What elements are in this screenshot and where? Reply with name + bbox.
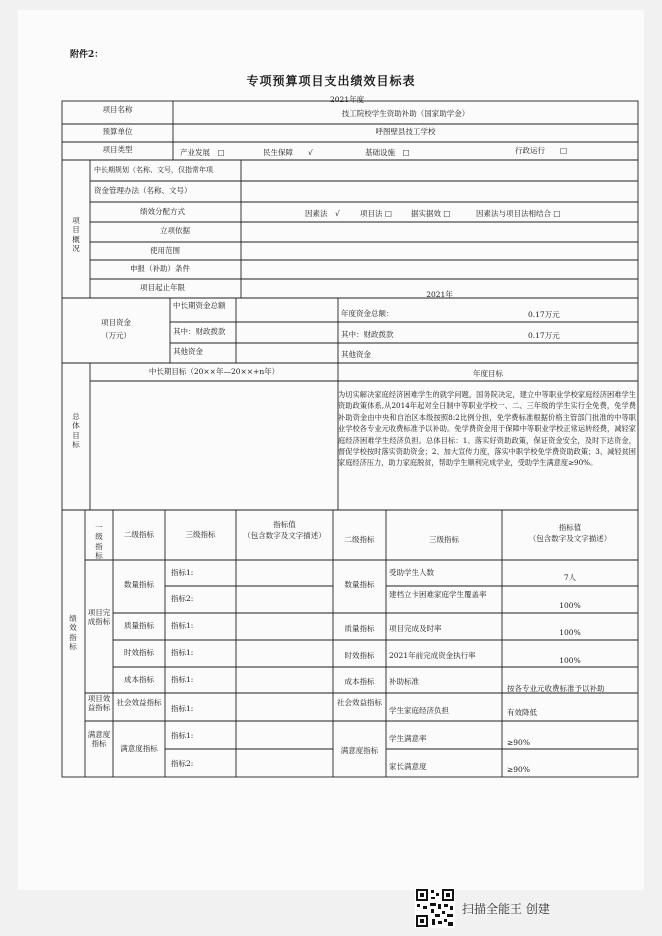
left-level3-indicator: 指标1: [171,568,194,577]
checkbox-mark: □ [560,146,568,155]
right-level3-name: 补助标准 [389,677,419,686]
left-level3-indicator: 指标1: [171,621,194,630]
annual-goal-text: 为切实解决家庭经济困难学生的就学问题，国务院决定，建立中等职业学校家庭经济困难学生资助政策体系,从2014年起对全日制中等职业学校一、二、三年级的学生实行全免费，免学费补助资金由中央和自治区本级按照8:2比例分担，免学费标准根据价格主管部门批准的中等职业学校各专业元收费标准予以补助。免学费资金用于保障中等职业学校正常运转经费，减轻家庭经济困难学生经济负担。总体目标：1、落实好资助政策，保证资金安全，及时下达资金，督促学校按时落实资助资金；2、加大宣传力度，落实中职学校免学费资助政策；3、减轻贫困家庭经济压力，助力家庭脱贫，帮助学生顺利完成学业，受助学生满意度≥90%。 [338,390,636,468]
right-level2-satisfaction: 满意度指标 [340,746,379,755]
overview-row-scope: 使用范围 [150,246,180,255]
left-level3-indicator: 指标1: [171,731,194,740]
left-level2-satisfaction: 满意度指标 [120,744,158,753]
allocation-combined: 因素法与项目法相结合 □ [476,209,561,218]
overview-row-basis: 立项依据 [160,226,190,235]
overview-row-plan: 中长期规划（名称、文号，仅指常年项 [94,166,213,174]
page-title: 专项预算项目支出绩效目标表 [246,74,416,88]
left-level3-indicator: 指标2: [171,594,194,603]
year-fiscal: 0.17万元 [528,331,560,340]
allocation-project: 项目法 □ [360,209,392,218]
right-level2-quantity: 数量指标 [344,580,375,589]
right-level2-cost: 成本指标 [344,677,375,686]
budget-unit-label: 预算单位 [102,127,133,136]
project-name: 技工院校学生资助补助（国家助学金） [341,109,470,118]
overview-row-conditions: 申报（补助）条件 [130,264,190,273]
checkbox-mark: □ [217,148,225,157]
budget-unit: 呼图壁县技工学校 [375,127,436,136]
right-level3-name: 建档立卡困难家庭学生覆盖率 [389,590,487,599]
overview-section-label: 项目概况 [72,216,80,254]
left-level3-indicator: 指标1: [171,704,194,713]
header-level3: 三级指标 [185,530,216,539]
checkbox-mark: √ [308,148,313,157]
project-name-label: 项目名称 [102,105,133,114]
group-completion: 项目完成指标 [87,608,111,627]
checkbox-mark: √ [335,209,340,218]
year-fiscal-label: 其中：财政拨款 [341,330,394,339]
overview-row-fund-rules: 资金管理办法（名称、文号） [94,186,192,195]
annual-goal-label: 年度目标 [473,369,503,378]
right-value: 100% [559,601,581,610]
right-value: 100% [559,656,581,665]
long-fiscal-label: 其中：财政拨款 [173,327,226,336]
year-total: 0.17万元 [528,310,560,319]
right-value: 100% [559,628,581,637]
right-level2-quality: 质量指标 [344,624,375,633]
right-value: 7人 [563,573,577,582]
project-period: 2021年 [426,290,453,299]
group-satisfaction: 满意度指标 [87,730,111,749]
right-level3-name: 2021年前完成资金执行率 [389,651,476,660]
long-term-goal-label: 中长期目标（20××年—20××+n年） [148,367,280,376]
left-level3-indicator: 指标1: [171,648,194,657]
funds-unit: （万元） [101,331,131,340]
scanner-watermark: 扫描全能王 创建 [462,902,550,916]
right-level2-timeliness: 时效指标 [344,651,375,660]
budget-year: 2021年度 [330,95,365,104]
header-level2: 二级指标 [124,530,154,539]
left-level2-quality: 质量指标 [124,621,154,630]
checkbox-mark: □ [402,148,410,157]
right-level3-name: 受助学生人数 [389,568,434,577]
right-value: ≥90% [507,765,530,774]
left-level3-indicator: 指标1: [171,675,194,684]
right-level3-name: 家长满意度 [389,762,427,771]
header-level1: 一级指标 [95,523,103,561]
year-other-label: 其他资金 [341,350,371,359]
left-level2-social-benefit: 社会效益指标 [116,698,162,707]
type-option-infrastructure: 基础设施 □ [365,148,410,157]
checkbox-mark: □ [553,209,561,218]
left-level2-timeliness: 时效指标 [124,648,154,657]
qr-code-icon [415,888,455,928]
right-value: ≥90% [507,738,530,747]
right-level3-name: 项目完成及时率 [389,624,442,633]
header-value-note-right: （包含数字及文字描述） [528,534,612,543]
allocation-factor: 因素法 √ [305,209,340,218]
overview-row-period: 项目起止年限 [140,283,185,292]
type-option-administration: 行政运行 □ [515,146,568,155]
goals-section-label: 总体目标 [72,412,80,450]
annex-label: 附件2： [70,50,104,60]
header-value-note: （包含数字及文字描述） [243,531,326,540]
right-level3-name: 学生家庭经济负担 [389,706,449,715]
group-benefit: 项目效益指标 [87,694,111,713]
project-type-label: 项目类型 [102,145,133,154]
right-level3-name: 学生满意率 [389,734,427,743]
left-level3-indicator: 指标2: [171,759,194,768]
left-level2-cost: 成本指标 [124,675,154,684]
funds-section-label: 项目资金 [101,318,131,327]
header-value: 指标值 [273,520,296,529]
right-level2-social-benefit: 社会效益指标 [337,698,382,707]
long-total-label: 中长期资金总额 [173,301,226,310]
right-value: 按各专业元收费标准予以补助 [507,684,605,693]
overview-row-allocation: 绩效分配方式 [140,207,185,216]
right-value: 有效降低 [507,708,537,717]
long-other-label: 其他资金 [173,347,203,356]
header-level2-right: 二级指标 [344,535,375,544]
type-option-livelihood: 民生保障 √ [263,148,313,157]
checkbox-mark: □ [443,209,451,218]
performance-section-label: 绩效指标 [69,614,77,652]
header-level3-right: 三级指标 [429,535,459,544]
allocation-actual: 据实据效 □ [411,209,451,218]
type-option-industry: 产业发展 □ [180,148,225,157]
checkbox-mark: □ [384,209,392,218]
year-total-label: 年度资金总额： [341,309,394,318]
header-value-right: 指标值 [558,523,582,532]
left-level2-quantity: 数量指标 [124,580,154,589]
